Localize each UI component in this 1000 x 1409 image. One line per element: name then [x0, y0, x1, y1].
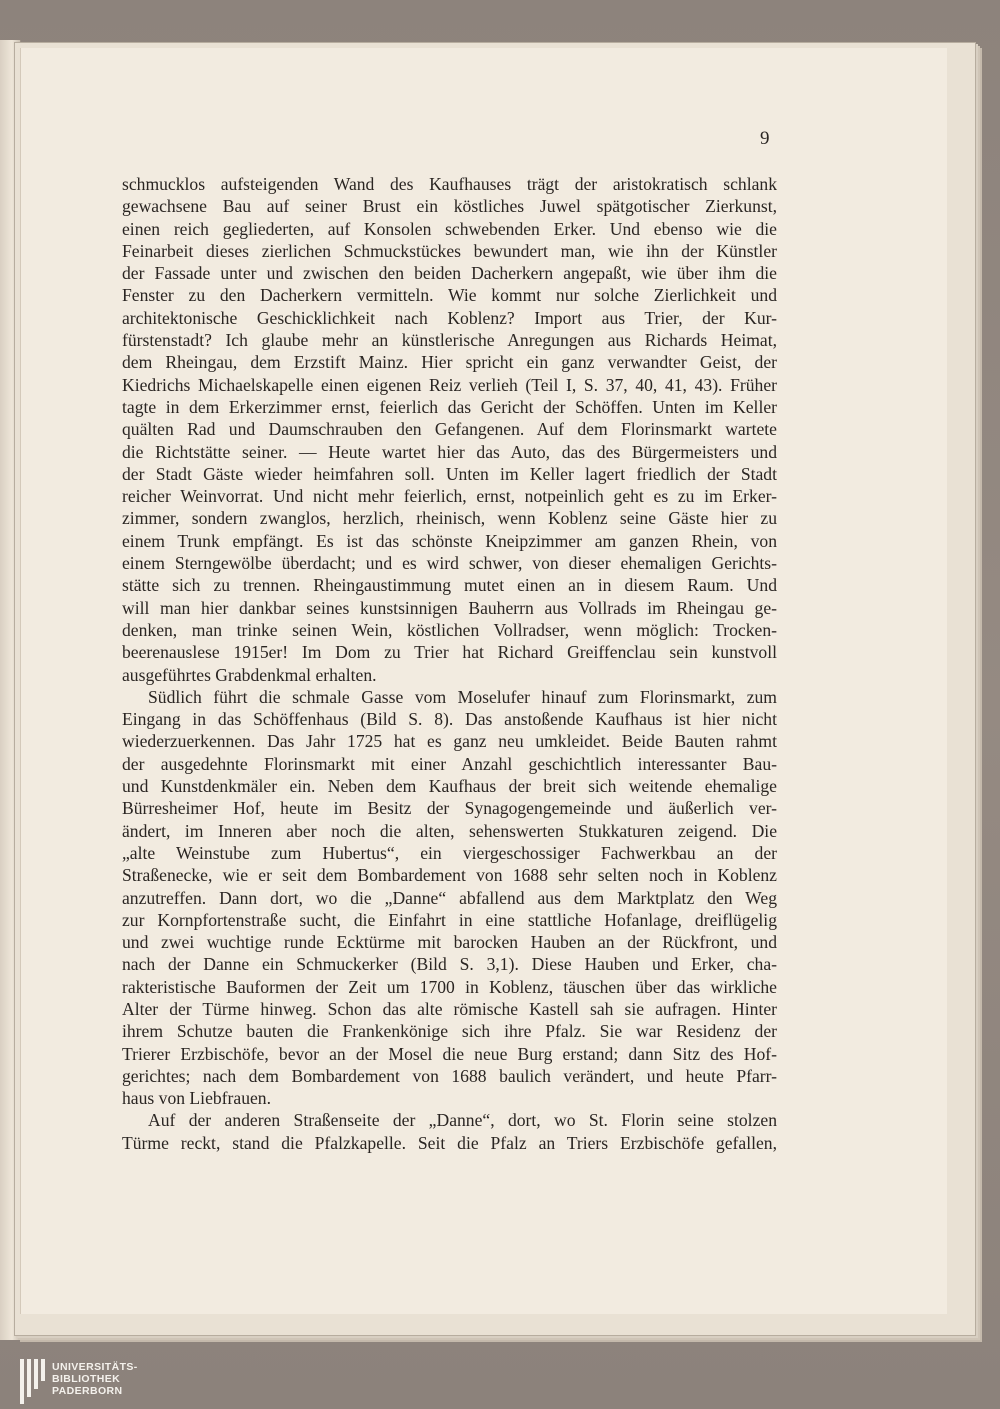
- library-logo: [20, 1359, 180, 1404]
- text-line: nach der Danne ein Schmuckerker (Bild S. 3,1). Diese Hauben und Erker, cha-: [122, 954, 777, 975]
- text-line: rakteristische Bauformen der Zeit um 1700 in Koblenz, täuschen über das wirkliche: [122, 976, 777, 997]
- library-logo-line: UNIVERSITÄTS-: [52, 1361, 138, 1373]
- text-line: reicher Weinvorrat. Und nicht mehr feierlich, ernst, notpeinlich geht es zu im Erker-: [122, 486, 777, 507]
- text-line: fürstenstadt? Ich glaube mehr an künstlerische Anregungen aus Richards Heimat,: [122, 330, 777, 351]
- text-line: Auf der anderen Straßenseite der „Danne“, dort, wo St. Florin seine stolzen: [148, 1110, 777, 1131]
- text-line: dem Rheingau, dem Erzstift Mainz. Hier spricht ein ganz verwandter Geist, der: [122, 352, 777, 373]
- text-line: zimmer, sondern zwanglos, herzlich, rheinisch, wenn Koblenz seine Gäste hier zu: [122, 508, 777, 529]
- text-line: anzutreffen. Dann dort, wo die „Danne“ abfallend aus dem Marktplatz den Weg: [122, 887, 777, 908]
- library-logo-icon: [20, 1359, 48, 1404]
- library-logo-text: [52, 1361, 138, 1397]
- text-line: Trierer Erzbischöfe, bevor an der Mosel die neue Burg erstand; dann Sitz des Hof-: [122, 1043, 777, 1064]
- page-number: 9: [760, 128, 770, 149]
- text-line: „alte Weinstube zum Hubertus“, ein viergeschossiger Fachwerkbau an der: [122, 842, 777, 863]
- text-line: stätte sich zu trennen. Rheingaustimmung mutet einen an in diesem Raum. Und: [122, 575, 777, 596]
- text-line: der Fassade unter und zwischen den beiden Dacherkern angepaßt, wie über ihm die: [122, 263, 777, 284]
- text-line: quälten Rad und Daumschrauben den Gefangenen. Auf dem Florinsmarkt wartete: [122, 419, 777, 440]
- text-line: Eingang in das Schöffenhaus (Bild S. 8). Das anstoßende Kaufhaus ist hier nicht: [122, 709, 777, 730]
- text-line: gerichtes; nach dem Bombardement von 1688 baulich verändert, und heute Pfarr-: [122, 1065, 777, 1086]
- text-line: Südlich führt die schmale Gasse vom Moselufer hinauf zum Florinsmarkt, zum: [148, 686, 777, 707]
- text-line: der ausgedehnte Florinsmarkt mit einer Anzahl geschichtlich interessanter Bau-: [122, 753, 777, 774]
- text-line: ausgeführtes Grabdenkmal erhalten.: [122, 664, 377, 685]
- text-line: die Richtstätte seiner. — Heute wartet hier das Auto, das des Bürgermeisters und: [122, 441, 777, 462]
- text-line: Kiedrichs Michaelskapelle einen eigenen Reiz verlieh (Teil I, S. 37, 40, 41, 43). Früher: [122, 374, 777, 395]
- text-line: denken, man trinke seinen Wein, köstlichen Vollradser, wenn möglich: Trocken-: [122, 619, 777, 640]
- text-line: der Stadt Gäste wieder heimfahren soll. Unten im Keller lagert friedlich der Stadt: [122, 463, 777, 484]
- library-logo-line: BIBLIOTHEK: [52, 1373, 121, 1385]
- text-line: schmucklos aufsteigenden Wand des Kaufhauses trägt der aristokratisch schlank: [122, 174, 777, 194]
- text-line: wiederzuerkennen. Das Jahr 1725 hat es ganz neu umkleidet. Beide Bauten rahmt: [122, 731, 777, 752]
- text-line: und zwei wuchtige runde Ecktürme mit barocken Hauben an der Rückfront, und: [122, 932, 777, 953]
- text-line: will man hier dankbar seines kunstsinnigen Bauherrn aus Vollrads im Rheingau ge-: [122, 597, 777, 618]
- text-line: architektonische Geschicklichkeit nach Koblenz? Import aus Trier, der Kur-: [122, 307, 777, 328]
- text-line: haus von Liebfrauen.: [122, 1088, 272, 1109]
- text-line: zur Kornpfortenstraße sucht, die Einfahrt in eine stattliche Hofanlage, dreiflügelig: [122, 909, 777, 930]
- text-line: Straßenecke, wie er seit dem Bombardement von 1688 sehr selten noch in Koblenz: [122, 865, 777, 886]
- text-line: tagte in dem Erkerzimmer ernst, feierlich das Gericht der Schöffen. Unten im Keller: [122, 396, 777, 417]
- text-line: ihrem Schutze bauten die Frankenkönige sich ihre Pfalz. Sie war Residenz der: [122, 1021, 777, 1042]
- text-line: Feinarbeit dieses zierlichen Schmuckstückes bewundert man, wie ihn der Künstler: [122, 240, 777, 261]
- text-line: einem Trunk empfängt. Es ist das schönste Kneipzimmer am ganzen Rhein, von: [122, 530, 777, 551]
- library-logo-line: PADERBORN: [52, 1385, 123, 1397]
- text-line: Türme reckt, stand die Pfalzkapelle. Seit die Pfalz an Triers Erzbischöfe gefallen,: [122, 1132, 777, 1153]
- text-line: gewachsene Bau auf seiner Brust ein köstliches Juwel spätgotischer Zierkunst,: [122, 196, 777, 217]
- text-line: einem Sterngewölbe überdacht; und es wird schwer, von dieser ehemaligen Gerichts-: [122, 553, 777, 574]
- body-text: [122, 173, 777, 1154]
- text-line: beerenauslese 1915er! Im Dom zu Trier hat Richard Greiffenclau sein kunstvoll: [122, 642, 777, 663]
- text-line: und Kunstdenkmäler ein. Neben dem Kaufhaus der breit sich weitende ehemalige: [122, 776, 777, 797]
- text-line: einen reich gegliederten, auf Konsolen schwebenden Erker. Und ebenso wie die: [122, 218, 777, 239]
- text-line: Alter der Türme hinweg. Schon das alte römische Kastell sah sie aufragen. Hinter: [122, 998, 777, 1019]
- text-line: Fenster zu den Dacherkern vermitteln. Wie kommt nur solche Zierlichkeit und: [122, 285, 777, 306]
- text-line: Bürresheimer Hof, heute im Besitz der Synagogengemeinde und äußerlich ver-: [122, 798, 777, 819]
- text-line: ändert, im Inneren aber noch die alten, sehenswerten Stukkaturen zeigend. Die: [122, 820, 777, 841]
